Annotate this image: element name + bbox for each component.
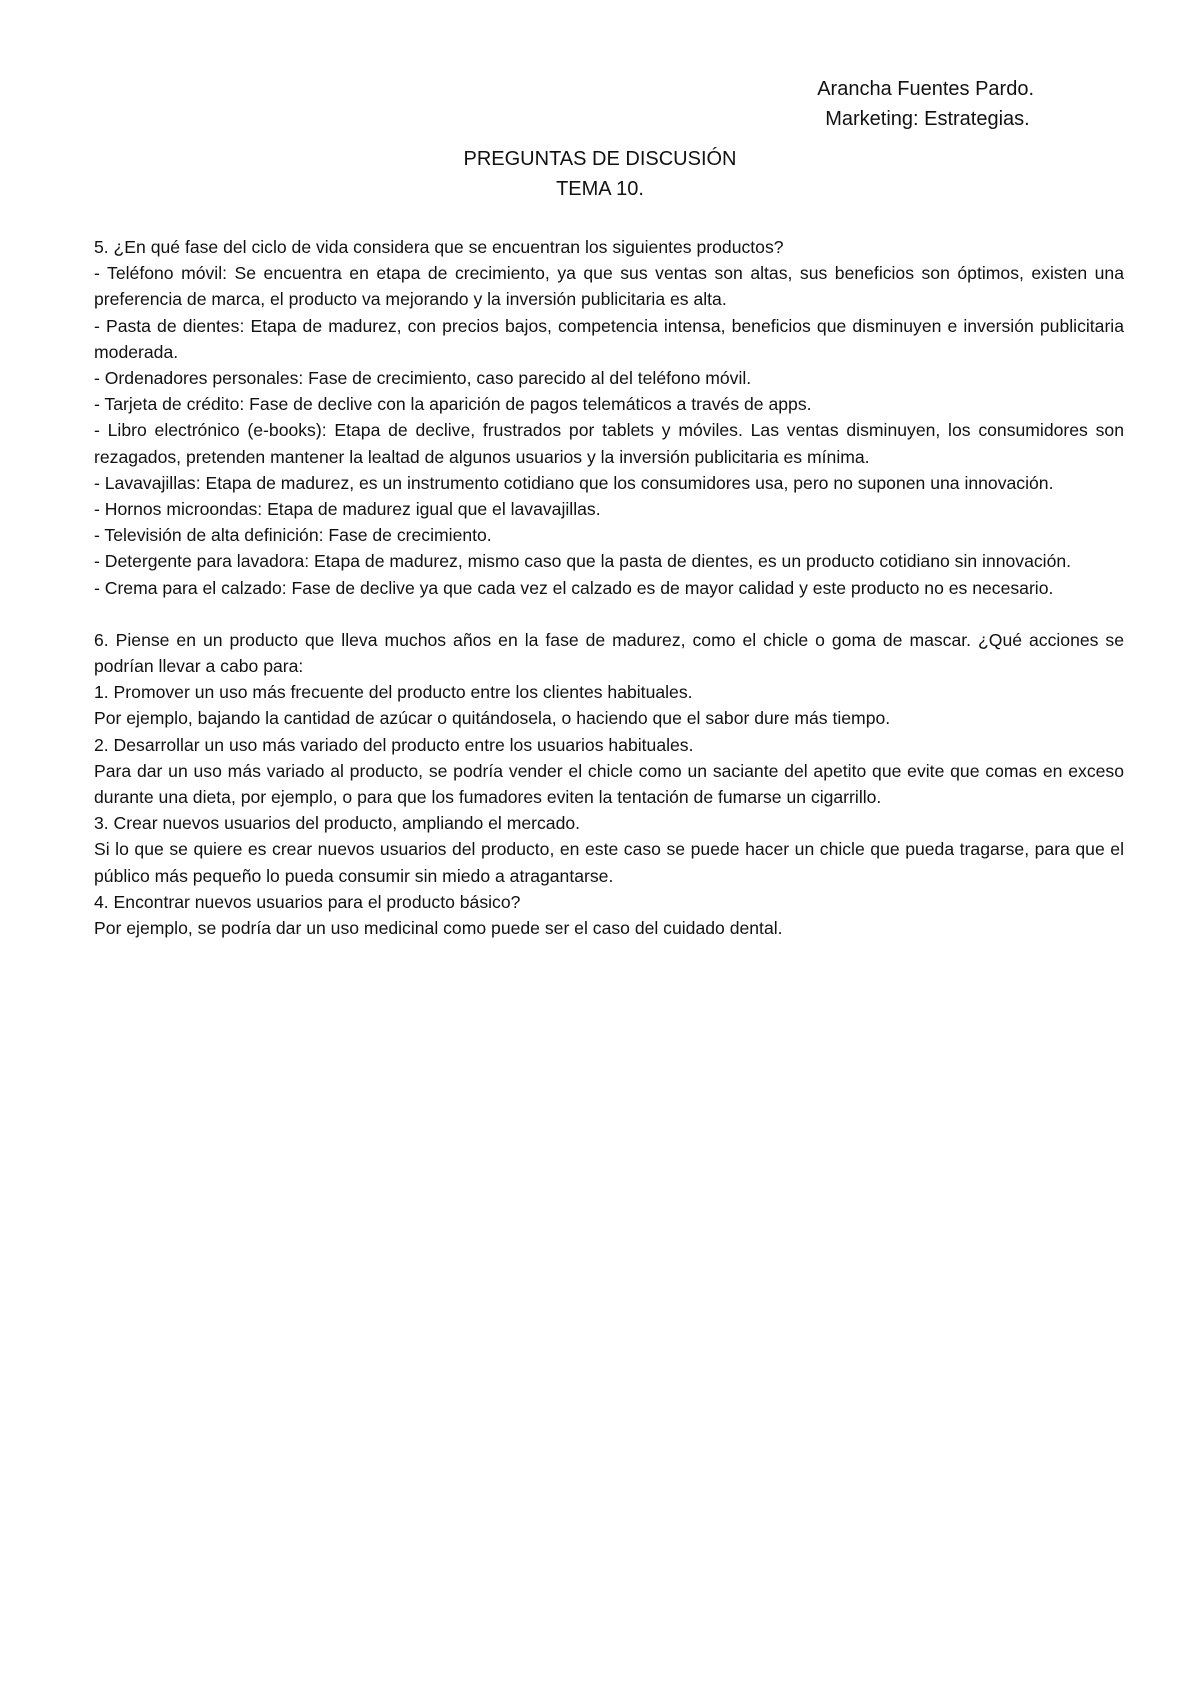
answer-television-alta-definicion: - Televisión de alta definición: Fase de crecimiento. xyxy=(94,525,492,546)
sub-question-3: 3. Crear nuevos usuarios del producto, ampliando el mercado. xyxy=(94,813,581,834)
answer-crema-calzado: - Crema para el calzado: Fase de declive ya que cada vez el calzado es de mayor calidad y este producto no es necesario. xyxy=(94,577,1054,598)
sub-answer-3: Si lo que se quiere es crear nuevos usuarios del producto, en este caso se puede hacer un chicle que pueda tragarse, para que el público más pequeño lo pueda consumir sin miedo a atragantarse. xyxy=(94,839,1124,886)
answer-hornos-microondas: - Hornos microondas: Etapa de madurez igual que el lavavajillas. xyxy=(94,499,601,520)
author-name: Arancha Fuentes Pardo. xyxy=(817,78,1034,100)
section-spacer xyxy=(94,601,1124,627)
question-6-prompt: 6. Piense en un producto que lleva muchos años en la fase de madurez, como el chicle o goma de mascar. ¿Qué acciones se podrían llevar a cabo para: xyxy=(94,629,1124,677)
sub-question-4: 4. Encontrar nuevos usuarios para el producto básico? xyxy=(94,891,521,912)
sub-question-1: 1. Promover un uso más frecuente del producto entre los clientes habituales. xyxy=(94,682,693,703)
answer-libro-electronico: - Libro electrónico (e-books): Etapa de declive, frustrados por tablets y móviles. Las ventas disminuyen, los consumidores son rezagados, pretenden mantener la lealtad de algunos usuarios y la inversión publicitaria es mínima. xyxy=(94,420,1124,467)
sub-answer-4: Por ejemplo, se podría dar un uso medicinal como puede ser el caso del cuidado dental. xyxy=(94,918,783,939)
answer-lavavajillas: - Lavavajillas: Etapa de madurez, es un instrumento cotidiano que los consumidores usa, pero no suponen una innovación. xyxy=(94,472,1054,493)
question-5-prompt: 5. ¿En qué fase del ciclo de vida considera que se encuentran los siguientes productos? xyxy=(94,237,784,257)
sub-answer-1: Por ejemplo, bajando la cantidad de azúcar o quitándosela, o haciendo que el sabor dure más tiempo. xyxy=(94,708,891,729)
sub-question-2: 2. Desarrollar un uso más variado del producto entre los usuarios habituales. xyxy=(94,734,694,755)
answer-tarjeta-de-credito: - Tarjeta de crédito: Fase de declive con la aparición de pagos telemáticos a través de apps. xyxy=(94,394,812,415)
answer-ordenadores-personales: - Ordenadores personales: Fase de crecimiento, caso parecido al del teléfono móvil. xyxy=(94,368,752,389)
document-heading xyxy=(0,144,1200,204)
topic-title: TEMA 10. xyxy=(556,178,644,200)
document-body xyxy=(94,234,1124,941)
question-6-section xyxy=(94,627,1124,941)
answer-telefono-movil: - Teléfono móvil: Se encuentra en etapa de crecimiento, ya que sus ventas son altas, sus beneficios son óptimos, existen una preferencia de marca, el producto va mejorando y la inversión publicitaria es alta. xyxy=(94,263,1124,310)
page-title: PREGUNTAS DE DISCUSIÓN xyxy=(463,148,737,170)
answer-pasta-de-dientes: - Pasta de dientes: Etapa de madurez, con precios bajos, competencia intensa, beneficios que disminuyen e inversión publicitaria moderada. xyxy=(94,315,1124,362)
author-block xyxy=(817,74,1034,134)
answer-detergente-lavadora: - Detergente para lavadora: Etapa de madurez, mismo caso que la pasta de dientes, es un producto cotidiano sin innovación. xyxy=(94,551,1072,572)
sub-answer-2: Para dar un uso más variado al producto, se podría vender el chicle como un saciante del apetito que evite que comas en exceso durante una dieta, por ejemplo, o para que los fumadores eviten la tentación de fumarse un cigarrillo. xyxy=(94,760,1124,808)
question-5-section xyxy=(94,234,1124,601)
course-subject: Marketing: Estrategias. xyxy=(825,108,1030,130)
